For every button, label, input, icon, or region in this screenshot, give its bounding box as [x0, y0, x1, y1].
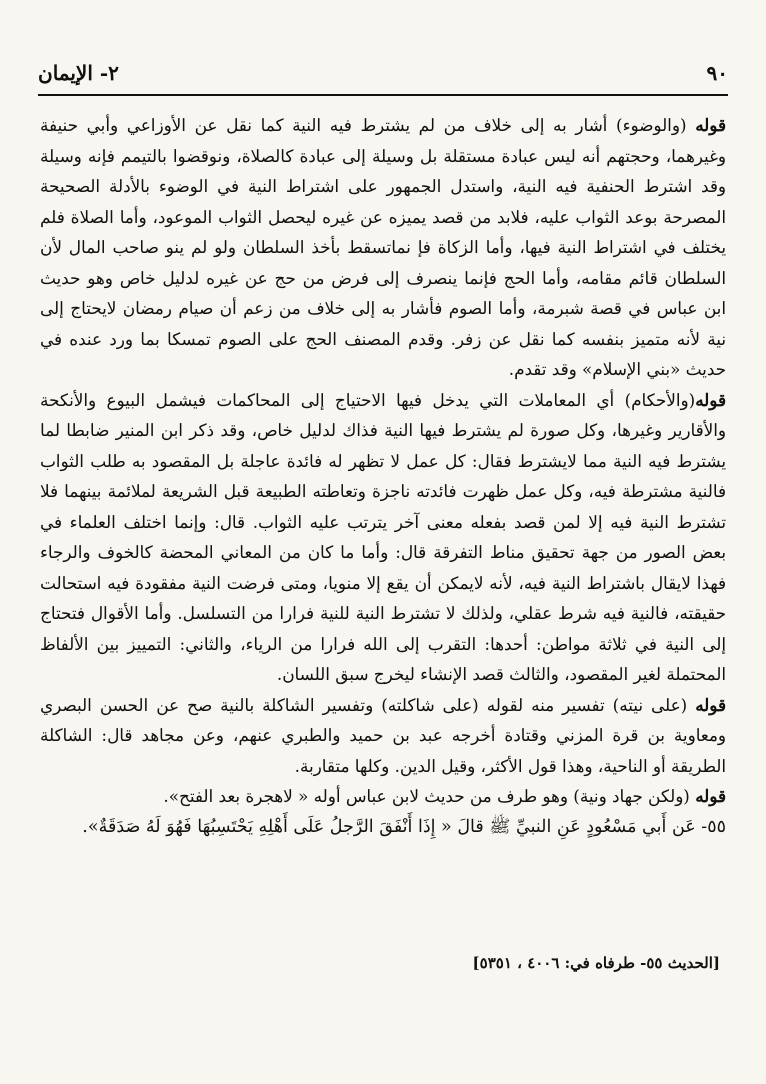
paragraph-text: (ولكن جهاد ونية) وهو طرف من حديث لابن عباس أوله « لاهجرة بعد الفتح».: [163, 786, 696, 806]
page-header: [38, 52, 728, 96]
section-title: ٢- الإيمان: [38, 61, 119, 85]
paragraph-wudu: [40, 110, 726, 385]
page-body: [40, 110, 726, 842]
page-number: ٩٠: [706, 61, 728, 85]
hadith-text: ٥٥- عَن أَبي مَسْعُودٍ عَنِ النبيِّ ﷺ قالَ « إِذَا أَنْفَقَ الرَّجلُ عَلَى أَهْلِهِ يَحْتَسِبُهَا فَهُوَ لَهُ صَدَقَةٌ».: [82, 816, 726, 837]
paragraph-niyyah: [40, 690, 726, 782]
paragraph-term: قوله: [695, 389, 726, 410]
paragraph-text: (والوضوء) أشار به إلى خلاف من لم يشترط فيه النية كما نقل عن الأوزاعي وأبي حنيفة وغيرهما، وحجتهم أنه ليس عبادة مستقلة بل وسيلة إلى عبادة كالصلاة، ونوقضوا بالتيمم فإنه وسيلة وقد اشترط الحنفية فيه النية، واستدل الجمهور على اشتراط النية في الوضوء بالأدلة الصحيحة المصرحة بوعد الثواب عليه، فلابد من قصد يميزه عن غيره ليحصل الثواب الموعود، وأما الصلاة فلم يختلف في اشتراط النية فيها، وأما الزكاة فإ نماتسقط بأخذ السلطان ولو لم ينو صاحب المال لأن السلطان قائم مقامه، وأما الحج فإنما ينصرف إلى فرض من حج عن غيره لدليل خاص وهو حديث ابن عباس في قصة شبرمة، وأما الصوم فأشار به إلى خلاف من زعم أن صيام رمضان لايحتاج إلى نية لأنه متميز بنفسه كما نقل عن زفر. وقدم المصنف الحج على الصوم تمسكا بما ورد عنده في حديث «بني الإسلام» وقد تقدم.: [40, 115, 726, 379]
paragraph-term: قوله: [695, 694, 726, 715]
paragraph-text: (على نيته) تفسير منه لقوله (على شاكلته) وتفسير الشاكلة بالنية صح عن الحسن البصري ومعاوية بن قرة المزني وقتادة أخرجه عبد بن حميد والطبري عنهم، وعن مجاهد قال: الشاكلة الطريقة أو الناحية، وهذا قول الأكثر، وقيل الدين. وكلها متقاربة.: [40, 694, 726, 776]
paragraph-term: قوله: [695, 115, 726, 135]
paragraph-term: قوله: [695, 786, 726, 806]
paragraph-ahkam: [40, 385, 726, 690]
paragraph-text: (والأحكام) أي المعاملات التي يدخل فيها الاحتياج إلى المحاكمات فيشمل البيوع والأنكحة والأقارير وغيرها، وكل صورة لم يشترط فيها النية فذاك لدليل خاص، وقد ذكر ابن المنير ضابطا لما يشترط فيه النية مما لايشترط فقال: كل عمل لا تظهر له فائدة عاجلة بل المقصود به طلب الثواب فالنية مشترطة فيه، وكل عمل ظهرت فائدته ناجزة وتعاطته الطبيعة قبل الشريعة لملائمة بينهما فلا تشترط النية فيه إلا لمن قصد بفعله معنى آخر يترتب عليه الثواب. قال: وإنما اختلف العلماء في بعض الصور من جهة تحقيق مناط التفرقة قال: وأما ما كان من المعاني المحضة كالخوف والرجاء فهذا لايقال باشتراط النية فيه، لأنه لايمكن أن يقع إلا منويا، ومتى فرضت النية مفقودة فيه استحالت حقيقته، فالنية فيه شرط عقلي، ولذلك لا تشترط النية للنية فرارا من التسلسل. وأما الأقوال فتحتاج إلى النية في ثلاثة مواطن: أحدها: التقرب إلى الله فرارا من الرياء، والثاني: التمييز بين الألفاظ المحتملة لغير المقصود، والثالث قصد الإنشاء ليخرج سبق اللسان.: [40, 389, 726, 684]
paragraph-jihad: [40, 781, 726, 812]
hadith-footnote: [الحديث ٥٥- طرفاه في: ٤٠٠٦ ، ٥٣٥١]: [472, 954, 720, 972]
